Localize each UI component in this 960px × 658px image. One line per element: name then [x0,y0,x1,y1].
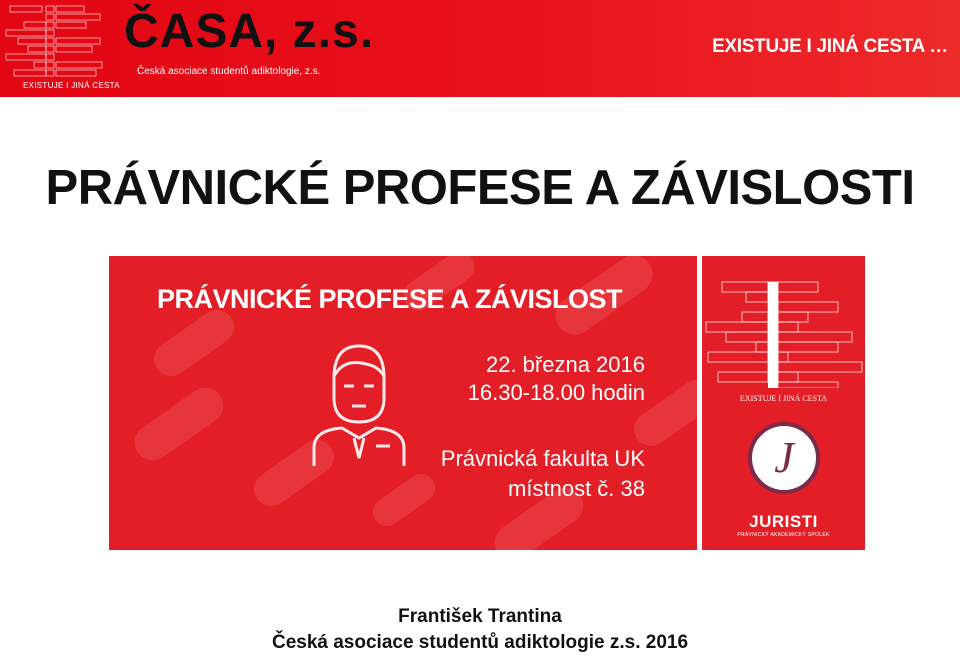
author-name: František Trantina [398,606,562,627]
lawyer-person-icon [304,338,414,468]
crossword-grid-graphic [4,4,104,78]
crossword-logo [4,4,104,78]
side-crossword-panel [702,256,865,408]
juristi-emblem-letter: J [774,433,794,482]
poster-venue: Právnická fakulta UK [440,446,645,471]
juristi-name: JURISTI [749,512,818,531]
poster-room: místnost č. 38 [508,476,645,501]
event-poster [109,256,697,550]
poster-date: 22. března 2016 [485,352,645,377]
side-crossword-graphic [702,256,865,388]
side-tagline: EXISTUJE I JINÁ CESTA [739,394,828,403]
header-motto: EXISTUJE I JINÁ CESTA … [712,36,948,57]
juristi-emblem [748,422,820,494]
side-panel [702,256,865,550]
slide-title: PRÁVNICKÉ PROFESE A ZÁVISLOSTI [45,161,915,215]
brand-title: ČASA, z.s. [124,5,375,58]
organization-line: Česká asociace studentů adiktologie z.s. 2016 [271,632,689,653]
brand-subtitle: Česká asociace studentů adiktologie, z.s. [137,66,321,77]
logo-tagline: EXISTUJE I JINÁ CESTA [23,81,120,90]
juristi-logo-panel [702,408,865,550]
juristi-subtitle: PRÁVNICKÝ AKADEMICKÝ SPOLEK [737,532,830,538]
header-banner [0,0,960,97]
poster-title: PRÁVNICKÉ PROFESE A ZÁVISLOST [157,284,623,314]
poster-time: 16.30-18.00 hodin [467,380,645,405]
